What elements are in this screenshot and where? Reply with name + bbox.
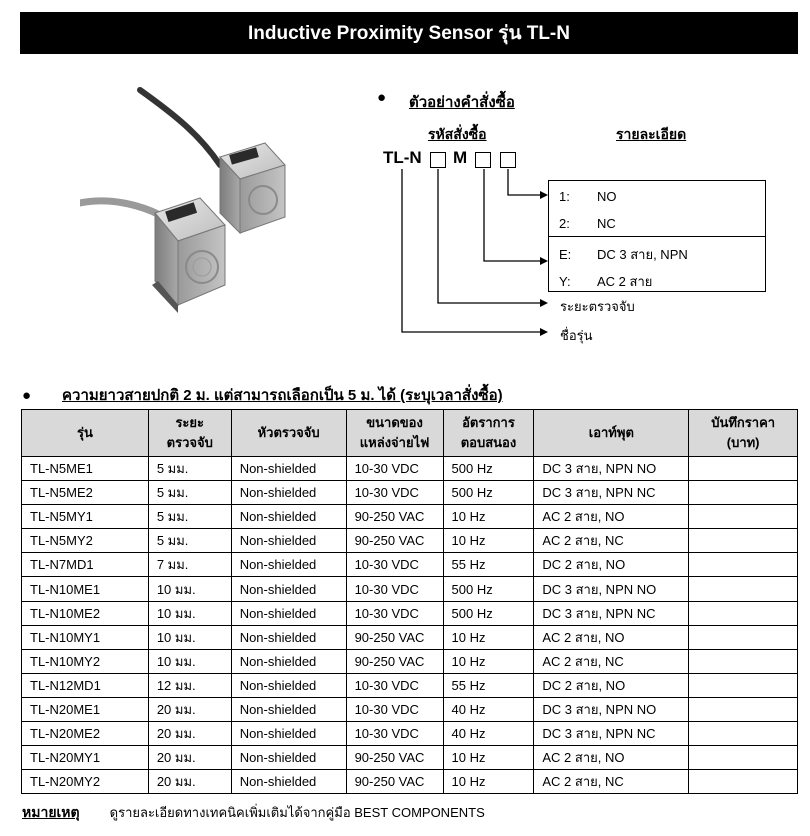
cell-supply: 90-250 VAC bbox=[346, 770, 443, 794]
cell-price bbox=[689, 577, 798, 601]
table-row bbox=[22, 457, 798, 481]
cell-response: 40 Hz bbox=[443, 722, 534, 746]
cell-distance: 5 มม. bbox=[148, 457, 231, 481]
cell-output: DC 3 สาย, NPN NC bbox=[534, 722, 689, 746]
detail-label: รายละเอียด bbox=[616, 126, 687, 142]
cell-price bbox=[689, 529, 798, 553]
cell-output: DC 3 สาย, NPN NC bbox=[534, 481, 689, 505]
cell-response: 10 Hz bbox=[443, 529, 534, 553]
cell-head: Non-shielded bbox=[231, 673, 346, 697]
cell-model: TL-N20ME1 bbox=[22, 697, 149, 721]
cell-model: TL-N10MY1 bbox=[22, 625, 149, 649]
cell-head: Non-shielded bbox=[231, 553, 346, 577]
cell-output: DC 2 สาย, NO bbox=[534, 553, 689, 577]
distance-field-label: ระยะตรวจจับ bbox=[560, 299, 635, 314]
cell-response: 10 Hz bbox=[443, 625, 534, 649]
cell-supply: 10-30 VDC bbox=[346, 481, 443, 505]
cell-head: Non-shielded bbox=[231, 601, 346, 625]
cell-price bbox=[689, 649, 798, 673]
table-row bbox=[22, 529, 798, 553]
table-row bbox=[22, 722, 798, 746]
header-price: บันทึกราคา (บาท) bbox=[689, 410, 798, 457]
cell-output: DC 3 สาย, NPN NO bbox=[534, 697, 689, 721]
cell-model: TL-N5ME2 bbox=[22, 481, 149, 505]
cell-response: 55 Hz bbox=[443, 673, 534, 697]
cell-output: AC 2 สาย, NO bbox=[534, 746, 689, 770]
cell-price bbox=[689, 625, 798, 649]
cell-distance: 20 มม. bbox=[148, 722, 231, 746]
cell-response: 500 Hz bbox=[443, 481, 534, 505]
table-row bbox=[22, 553, 798, 577]
cell-head: Non-shielded bbox=[231, 625, 346, 649]
cable-length-note: ● ความยาวสายปกติ 2 ม. แต่สามารถเลือกเป็น 5 ม. ได้ (ระบุเวลาสั่งซื้อ) bbox=[22, 387, 503, 404]
cell-model: TL-N10ME2 bbox=[22, 601, 149, 625]
cell-output: DC 3 สาย, NPN NO bbox=[534, 577, 689, 601]
cell-supply: 10-30 VDC bbox=[346, 577, 443, 601]
cell-model: TL-N10ME1 bbox=[22, 577, 149, 601]
remark-label: หมายเหตุ bbox=[22, 804, 80, 820]
spec-row: E: DC 3 สาย, NPN bbox=[559, 247, 688, 262]
cell-distance: 20 มม. bbox=[148, 770, 231, 794]
cell-supply: 90-250 VAC bbox=[346, 505, 443, 529]
table-row bbox=[22, 481, 798, 505]
spec-row: 1: NO bbox=[559, 189, 617, 204]
cell-response: 10 Hz bbox=[443, 649, 534, 673]
cell-supply: 10-30 VDC bbox=[346, 673, 443, 697]
code-mid-letter: M bbox=[453, 148, 468, 167]
cell-model: TL-N7MD1 bbox=[22, 553, 149, 577]
cell-distance: 5 มม. bbox=[148, 481, 231, 505]
cell-output: AC 2 สาย, NC bbox=[534, 770, 689, 794]
cell-output: DC 2 สาย, NO bbox=[534, 673, 689, 697]
cell-output: AC 2 สาย, NC bbox=[534, 529, 689, 553]
cell-response: 500 Hz bbox=[443, 577, 534, 601]
cell-output: DC 3 สาย, NPN NO bbox=[534, 457, 689, 481]
model-field-label: ชื่อรุ่น bbox=[560, 328, 593, 343]
cell-price bbox=[689, 481, 798, 505]
cell-distance: 5 มม. bbox=[148, 505, 231, 529]
cell-distance: 10 มม. bbox=[148, 625, 231, 649]
cell-response: 500 Hz bbox=[443, 601, 534, 625]
cell-distance: 5 มม. bbox=[148, 529, 231, 553]
bullet-icon: ● bbox=[22, 387, 32, 404]
header-output: เอาท์พุต bbox=[534, 410, 689, 457]
cell-response: 55 Hz bbox=[443, 553, 534, 577]
cell-distance: 20 มม. bbox=[148, 697, 231, 721]
table-header-row bbox=[22, 410, 798, 457]
header-head: หัวตรวจจับ bbox=[231, 410, 346, 457]
cell-response: 10 Hz bbox=[443, 746, 534, 770]
sensor-product-photo bbox=[80, 85, 320, 315]
cell-price bbox=[689, 601, 798, 625]
cell-price bbox=[689, 770, 798, 794]
model-table bbox=[21, 409, 798, 794]
cell-price bbox=[689, 553, 798, 577]
cell-model: TL-N5MY1 bbox=[22, 505, 149, 529]
cell-head: Non-shielded bbox=[231, 505, 346, 529]
spec-divider bbox=[549, 236, 765, 237]
cell-response: 10 Hz bbox=[443, 770, 534, 794]
cell-distance: 7 มม. bbox=[148, 553, 231, 577]
page-title-text: Inductive Proximity Sensor รุ่น TL-N bbox=[248, 23, 570, 44]
cell-model: TL-N20ME2 bbox=[22, 722, 149, 746]
table-row bbox=[22, 577, 798, 601]
table-row bbox=[22, 625, 798, 649]
order-example-heading: ● ตัวอย่างคำสั่งซื้อ bbox=[377, 89, 515, 111]
cell-supply: 10-30 VDC bbox=[346, 553, 443, 577]
remark-text: ดูรายละเอียดทางเทคนิคเพิ่มเติมได้จากคู่มือ BEST COMPONENTS bbox=[109, 805, 485, 820]
cell-distance: 12 มม. bbox=[148, 673, 231, 697]
header-supply: ขนาดของ แหล่งจ่ายไฟ bbox=[346, 410, 443, 457]
cell-head: Non-shielded bbox=[231, 722, 346, 746]
page-title bbox=[20, 12, 798, 54]
cell-head: Non-shielded bbox=[231, 746, 346, 770]
order-code-connector-lines bbox=[390, 165, 570, 350]
cell-price bbox=[689, 722, 798, 746]
table-row bbox=[22, 746, 798, 770]
spec-row: Y: AC 2 สาย bbox=[559, 274, 653, 289]
cell-model: TL-N12MD1 bbox=[22, 673, 149, 697]
cell-head: Non-shielded bbox=[231, 697, 346, 721]
spec-row: 2: NC bbox=[559, 216, 616, 231]
table-row bbox=[22, 601, 798, 625]
cell-price bbox=[689, 746, 798, 770]
cell-head: Non-shielded bbox=[231, 649, 346, 673]
cell-head: Non-shielded bbox=[231, 457, 346, 481]
order-code-label: รหัสสั่งซื้อ bbox=[428, 126, 487, 142]
cell-model: TL-N10MY2 bbox=[22, 649, 149, 673]
cell-head: Non-shielded bbox=[231, 529, 346, 553]
cell-supply: 10-30 VDC bbox=[346, 601, 443, 625]
cell-output: AC 2 สาย, NO bbox=[534, 505, 689, 529]
cell-output: AC 2 สาย, NC bbox=[534, 649, 689, 673]
cell-head: Non-shielded bbox=[231, 481, 346, 505]
cell-distance: 10 มม. bbox=[148, 577, 231, 601]
table-row bbox=[22, 505, 798, 529]
cell-supply: 90-250 VAC bbox=[346, 625, 443, 649]
table-row bbox=[22, 673, 798, 697]
code-prefix: TL-N bbox=[383, 148, 422, 167]
cell-response: 10 Hz bbox=[443, 505, 534, 529]
cell-output: AC 2 สาย, NO bbox=[534, 625, 689, 649]
bullet-icon: ● bbox=[377, 89, 387, 106]
cell-supply: 10-30 VDC bbox=[346, 722, 443, 746]
cell-model: TL-N5MY2 bbox=[22, 529, 149, 553]
table-row bbox=[22, 770, 798, 794]
cell-head: Non-shielded bbox=[231, 577, 346, 601]
cell-output: DC 3 สาย, NPN NC bbox=[534, 601, 689, 625]
spec-options-box bbox=[548, 180, 766, 292]
cell-model: TL-N20MY2 bbox=[22, 770, 149, 794]
cell-supply: 90-250 VAC bbox=[346, 529, 443, 553]
cell-supply: 90-250 VAC bbox=[346, 649, 443, 673]
cell-supply: 10-30 VDC bbox=[346, 457, 443, 481]
table-row bbox=[22, 649, 798, 673]
cell-model: TL-N5ME1 bbox=[22, 457, 149, 481]
cell-price bbox=[689, 697, 798, 721]
cell-head: Non-shielded bbox=[231, 770, 346, 794]
header-model: รุ่น bbox=[22, 410, 149, 457]
cell-price bbox=[689, 457, 798, 481]
header-response: อัตราการ ตอบสนอง bbox=[443, 410, 534, 457]
table-row bbox=[22, 697, 798, 721]
cell-distance: 10 มม. bbox=[148, 601, 231, 625]
cell-distance: 10 มม. bbox=[148, 649, 231, 673]
cell-response: 500 Hz bbox=[443, 457, 534, 481]
cell-distance: 20 มม. bbox=[148, 746, 231, 770]
header-distance: ระยะ ตรวจจับ bbox=[148, 410, 231, 457]
cell-supply: 10-30 VDC bbox=[346, 697, 443, 721]
cell-supply: 90-250 VAC bbox=[346, 746, 443, 770]
cell-response: 40 Hz bbox=[443, 697, 534, 721]
cell-price bbox=[689, 505, 798, 529]
cell-model: TL-N20MY1 bbox=[22, 746, 149, 770]
cell-price bbox=[689, 673, 798, 697]
remark bbox=[22, 802, 485, 824]
